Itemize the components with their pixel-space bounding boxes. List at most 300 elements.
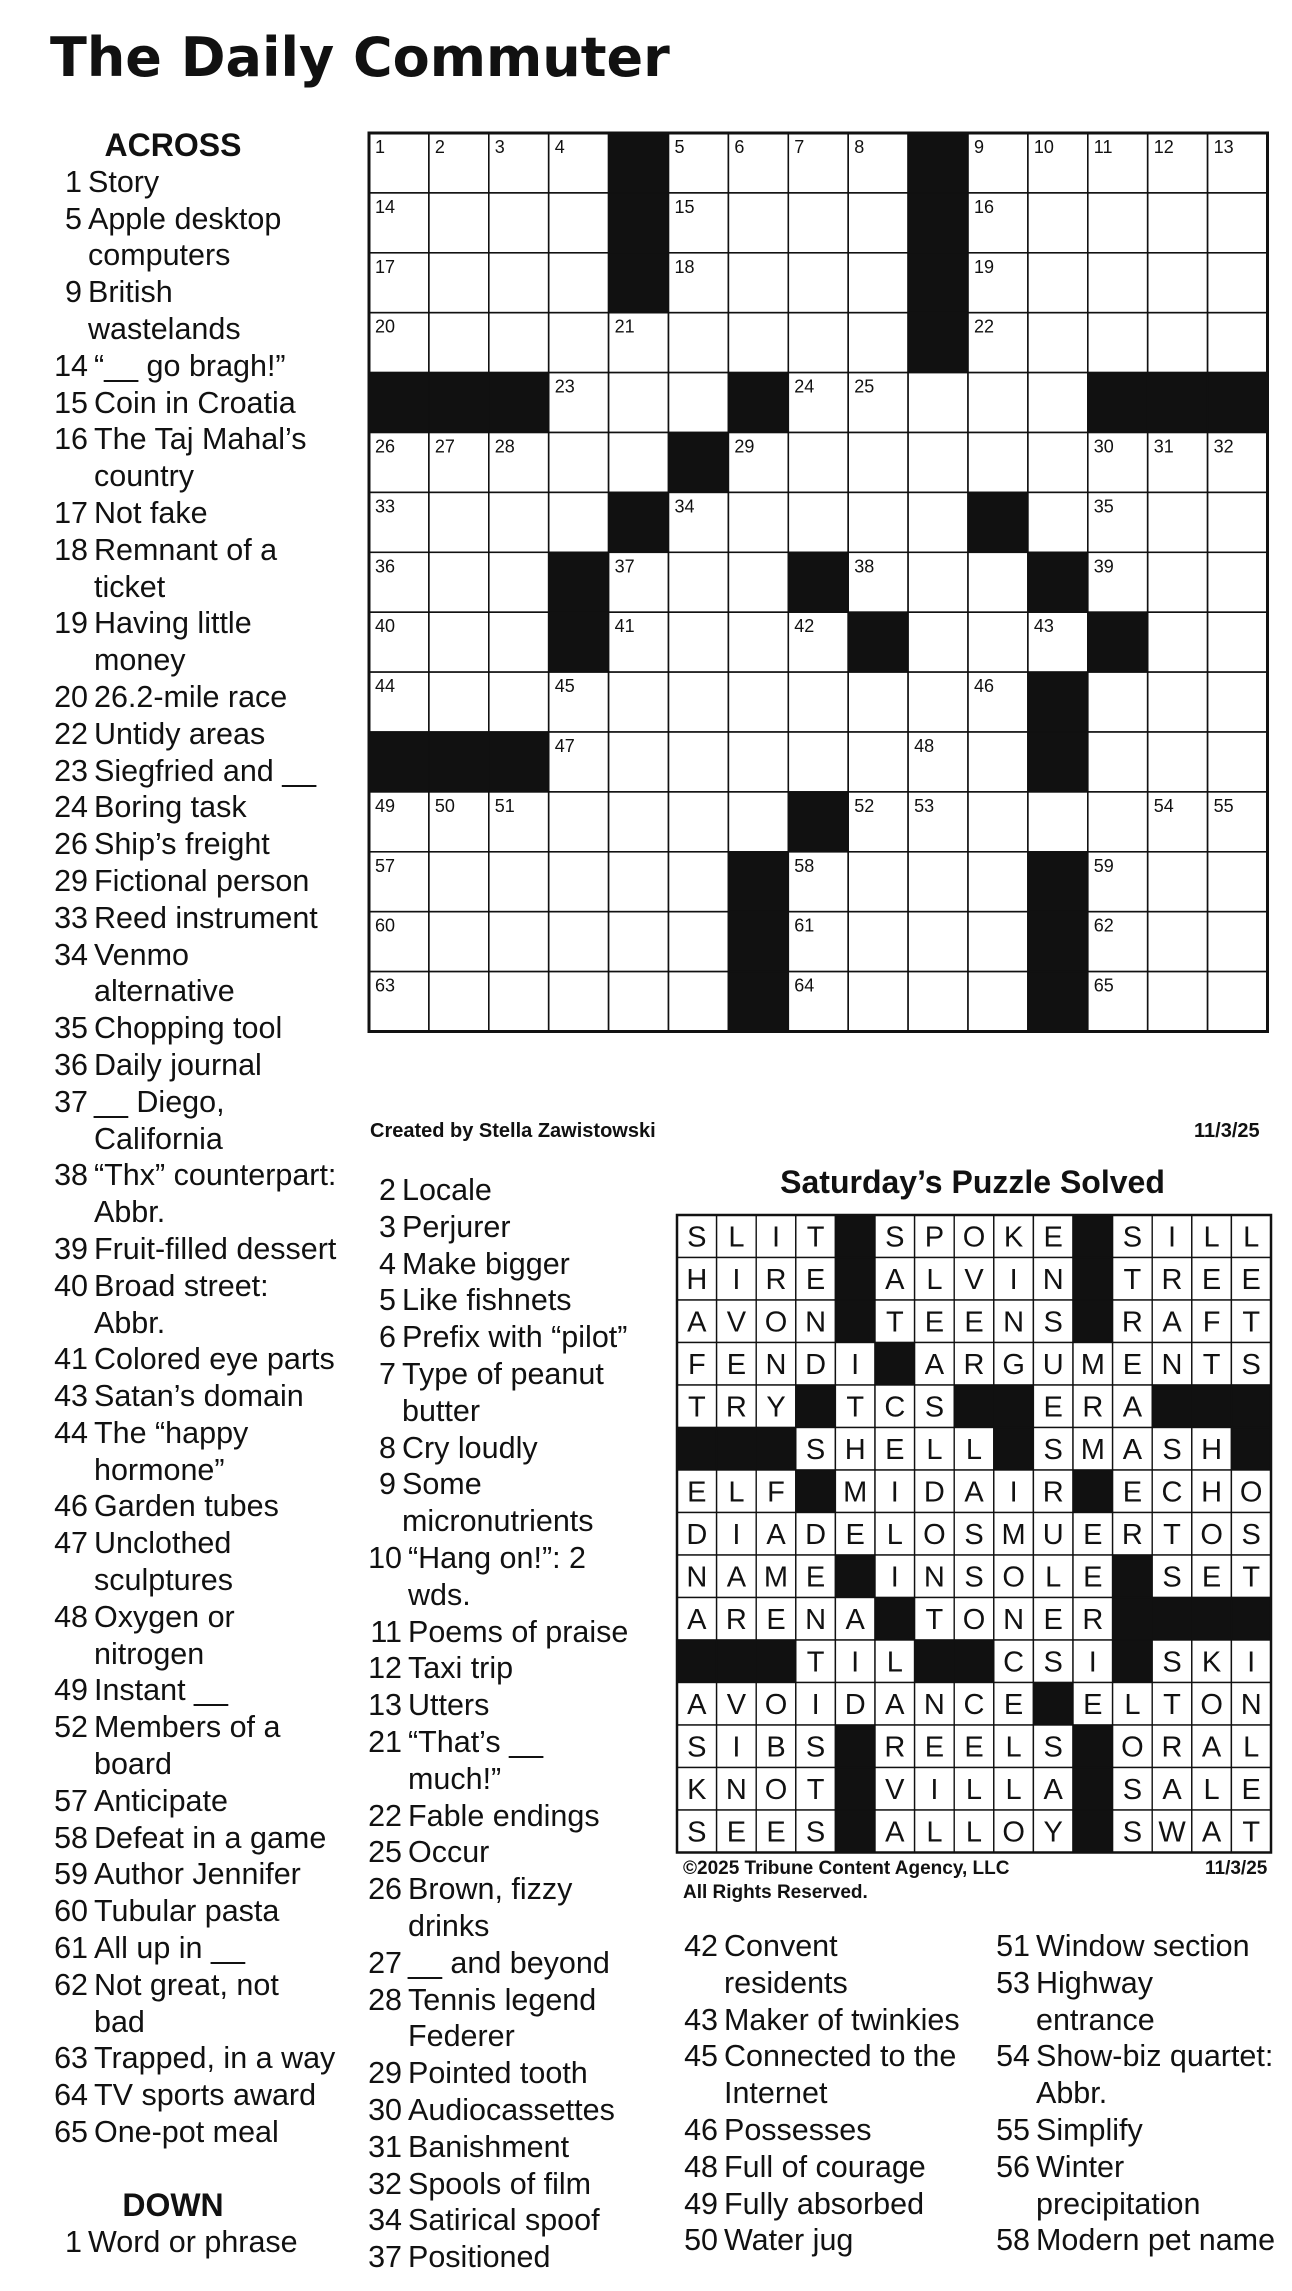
solved-letter: E <box>726 1816 747 1849</box>
solved-letter: A <box>924 1348 945 1381</box>
solved-letter: T <box>1202 1348 1221 1381</box>
clue-down_col2-11 <box>362 1614 662 1651</box>
solved-letter: A <box>1122 1391 1143 1424</box>
clue-down_col2-30 <box>362 2092 662 2129</box>
grid-cell <box>429 912 489 972</box>
clue-number: 4 <box>379 1246 396 1281</box>
solved-letter: N <box>1003 1603 1025 1636</box>
black-square <box>369 732 429 792</box>
solved-letter: A <box>726 1561 747 1594</box>
clue-number: 10 <box>368 1540 402 1575</box>
clue-text: residents <box>724 1965 848 2000</box>
solved-letter: V <box>885 1773 905 1806</box>
black-square <box>549 612 609 672</box>
solved-letter: S <box>805 1816 826 1849</box>
clue-text: Word or phrase <box>88 2224 298 2259</box>
grid-cell <box>1208 972 1268 1032</box>
clue-number: 58 <box>54 1820 88 1855</box>
solved-letter: E <box>1083 1688 1103 1721</box>
grid-cell <box>669 852 729 912</box>
grid-cell <box>1148 852 1208 912</box>
grid-cell <box>1028 193 1088 253</box>
grid-cell <box>1148 672 1208 732</box>
clue-across-38 <box>48 1157 348 1231</box>
clue-down_col1-1 <box>48 2224 348 2261</box>
solved-letter: T <box>1242 1561 1261 1594</box>
down-clues-column-3 <box>678 1928 978 2259</box>
solved-letter: O <box>923 1518 946 1551</box>
solved-letter: N <box>805 1603 827 1636</box>
black-square <box>1028 732 1088 792</box>
solved-letter: I <box>890 1476 899 1509</box>
cell-number: 41 <box>614 616 635 637</box>
grid-cell <box>1028 433 1088 493</box>
cell-number: 61 <box>794 915 815 936</box>
solved-letter: O <box>764 1688 788 1721</box>
clue-number: 27 <box>368 1945 402 1980</box>
clue-text: Unclothed <box>94 1526 232 1561</box>
clue-number: 14 <box>54 348 88 383</box>
clue-across-29 <box>48 863 348 900</box>
clue-text: Highway <box>1036 1965 1153 2000</box>
solved-letter: R <box>725 1391 747 1424</box>
clue-text: Some <box>402 1467 482 1502</box>
solved-black-square <box>835 1810 875 1853</box>
solved-letter: F <box>767 1476 785 1509</box>
clue-text: Chopping tool <box>94 1011 283 1046</box>
grid-cell <box>549 492 609 552</box>
solved-letter: E <box>766 1603 786 1636</box>
clue-down_col4-51 <box>990 1928 1290 1965</box>
clue-text: One-pot meal <box>94 2115 279 2150</box>
grid-cell <box>1088 672 1148 732</box>
cell-number: 42 <box>794 616 815 637</box>
solved-black-square <box>1152 1385 1192 1428</box>
cell-number: 16 <box>974 196 995 217</box>
grid-cell <box>968 792 1028 852</box>
grid-cell <box>1028 792 1088 852</box>
cell-number: 55 <box>1213 795 1234 816</box>
copyright-line-1: ©2025 Tribune Content Agency, LLC <box>683 1858 1010 1879</box>
clue-number: 30 <box>368 2092 402 2127</box>
solved-black-square <box>796 1385 836 1428</box>
solved-letter: H <box>1201 1476 1223 1509</box>
black-square <box>369 373 429 433</box>
grid-cell <box>968 732 1028 792</box>
grid-cell <box>788 433 848 493</box>
clue-text: Garden tubes <box>94 1489 279 1524</box>
grid-cell <box>549 852 609 912</box>
solved-letter: S <box>1162 1433 1182 1466</box>
solved-black-square <box>1073 1470 1113 1513</box>
black-square <box>1028 852 1088 912</box>
clue-text: Make bigger <box>402 1246 570 1281</box>
clue-number: 18 <box>54 532 88 567</box>
clue-across-61 <box>48 1930 348 1967</box>
solved-letter: L <box>1203 1221 1220 1254</box>
grid-cell <box>489 253 549 313</box>
clue-text: TV sports award <box>94 2078 317 2113</box>
grid-cell <box>728 792 788 852</box>
solved-letter: R <box>963 1348 985 1381</box>
black-square <box>609 253 669 313</box>
clue-number: 28 <box>368 1982 402 2017</box>
clue-text: Story <box>88 164 160 199</box>
clue-number: 51 <box>996 1929 1030 1963</box>
grid-cell <box>669 972 729 1032</box>
clue-text: California <box>94 1121 223 1156</box>
clue-number: 44 <box>54 1415 88 1450</box>
solved-letter: S <box>885 1221 905 1254</box>
solved-letter: E <box>885 1433 905 1466</box>
cell-number: 63 <box>375 975 396 996</box>
clue-number: 65 <box>54 2115 88 2150</box>
clue-across-37 <box>48 1084 348 1158</box>
grid-cell <box>1208 672 1268 732</box>
black-square <box>549 552 609 612</box>
grid-cell <box>848 672 908 732</box>
solved-letter: L <box>1124 1688 1141 1721</box>
clue-across-58 <box>48 1820 348 1857</box>
cell-number: 13 <box>1213 137 1234 157</box>
grid-cell <box>1148 612 1208 672</box>
clue-text: Maker of twinkies <box>724 2002 960 2037</box>
clue-across-36 <box>48 1047 348 1084</box>
solved-letter: A <box>964 1476 984 1509</box>
cell-number: 52 <box>854 795 875 816</box>
cell-number: 58 <box>794 855 815 876</box>
clue-number: 20 <box>54 679 88 714</box>
grid-cell <box>848 193 908 253</box>
black-square <box>1088 373 1148 433</box>
solved-letter: E <box>924 1731 945 1764</box>
clue-text: Abbr. <box>1036 2076 1108 2111</box>
solved-letter: L <box>965 1773 983 1806</box>
clue-number: 50 <box>684 2223 718 2258</box>
grid-cell <box>788 492 848 552</box>
solved-letter: E <box>845 1518 865 1551</box>
solved-letter: R <box>1082 1391 1104 1424</box>
clue-down_col2-2 <box>362 1172 662 1209</box>
solved-letter: O <box>764 1306 788 1339</box>
grid-cell <box>908 612 968 672</box>
solved-letter: I <box>811 1688 820 1721</box>
cell-number: 26 <box>375 436 396 457</box>
clue-across-24 <box>48 789 348 826</box>
cell-number: 31 <box>1153 436 1174 457</box>
solved-letter: L <box>1005 1773 1022 1806</box>
clue-text: Full of courage <box>724 2149 926 2184</box>
solved-black-square <box>835 1768 875 1811</box>
clue-text: Possesses <box>724 2112 872 2147</box>
grid-cell <box>848 492 908 552</box>
solved-black-square <box>756 1640 796 1683</box>
solved-letter: O <box>1200 1688 1223 1721</box>
down-clues-column-4 <box>990 1928 1290 2259</box>
clue-number: 11 <box>370 1614 402 1649</box>
clue-number: 8 <box>379 1430 396 1465</box>
black-square <box>429 373 489 433</box>
clue-number: 22 <box>54 716 88 751</box>
solved-letter: L <box>1045 1561 1062 1594</box>
grid-cell <box>848 912 908 972</box>
grid-cell <box>968 612 1028 672</box>
solved-letter: T <box>806 1646 825 1679</box>
solved-letter: Y <box>766 1391 786 1424</box>
solved-black-square <box>1073 1768 1113 1811</box>
solved-black-square <box>875 1598 915 1641</box>
grid-cell <box>1028 373 1088 433</box>
clue-text: 26.2-mile race <box>94 679 288 714</box>
grid-cell <box>489 672 549 732</box>
clue-number: 47 <box>54 1526 88 1561</box>
clue-down_col2-4 <box>362 1246 662 1283</box>
clue-text: “Thx” counterpart: <box>94 1158 337 1193</box>
cell-number: 28 <box>494 436 515 457</box>
cell-number: 57 <box>375 855 396 876</box>
cell-number: 1 <box>375 137 386 157</box>
grid-cell <box>848 313 908 373</box>
cell-number: 64 <box>794 975 815 996</box>
clue-down_col2-5 <box>362 1282 662 1319</box>
clue-text: Internet <box>724 2076 828 2111</box>
clue-across-22 <box>48 716 348 753</box>
clue-down_col2-8 <box>362 1430 662 1467</box>
clue-number: 31 <box>368 2129 402 2164</box>
grid-cell <box>429 313 489 373</box>
solved-black-square <box>756 1428 796 1471</box>
clue-text: Show-biz quartet: <box>1036 2039 1274 2074</box>
solved-letter: S <box>1043 1646 1063 1679</box>
black-square <box>489 373 549 433</box>
grid-cell <box>908 373 968 433</box>
clue-down_col3-42 <box>678 1928 978 2002</box>
cell-number: 40 <box>375 616 396 637</box>
solved-letter: S <box>805 1731 826 1764</box>
solved-letter: A <box>885 1688 905 1721</box>
solved-letter: N <box>1240 1688 1262 1721</box>
black-square <box>1028 672 1088 732</box>
solved-letter: O <box>1121 1731 1144 1764</box>
clue-across-60 <box>48 1893 348 1930</box>
solved-date: 11/3/25 <box>1205 1858 1268 1879</box>
clue-number: 56 <box>996 2149 1030 2184</box>
solved-letter: E <box>924 1306 945 1339</box>
solved-letter: S <box>1241 1518 1261 1551</box>
clue-number: 43 <box>54 1379 88 1414</box>
clue-text: All up in __ <box>94 1931 245 1966</box>
clue-down_col3-43 <box>678 2002 978 2039</box>
clue-text: “That’s __ <box>408 1724 544 1759</box>
clue-text: Taxi trip <box>408 1651 514 1686</box>
solved-letter: M <box>1001 1518 1026 1551</box>
clue-number: 57 <box>54 1783 88 1818</box>
clue-text: Defeat in a game <box>94 1820 327 1855</box>
grid-cell <box>788 193 848 253</box>
solved-black-square <box>1073 1810 1113 1853</box>
cell-number: 23 <box>554 376 575 397</box>
clue-number: 59 <box>54 1857 88 1892</box>
clue-text: British <box>88 275 173 310</box>
cell-number: 43 <box>1033 616 1054 637</box>
grid-cell <box>968 912 1028 972</box>
solved-black-square <box>875 1343 915 1386</box>
clue-down_col2-7 <box>362 1356 662 1430</box>
clue-across-41 <box>48 1341 348 1378</box>
black-square <box>1028 552 1088 612</box>
solved-letter: S <box>924 1391 945 1424</box>
clue-number: 48 <box>54 1599 88 1634</box>
grid-cell <box>1208 852 1268 912</box>
black-square <box>609 492 669 552</box>
cell-number: 62 <box>1093 915 1114 936</box>
clue-number: 3 <box>379 1209 396 1244</box>
solved-letter: L <box>1243 1731 1260 1764</box>
clue-across-20 <box>48 679 348 716</box>
clue-down_col2-9 <box>362 1466 662 1540</box>
clue-number: 45 <box>684 2039 718 2074</box>
clue-text: Spools of film <box>408 2166 592 2201</box>
grid-cell <box>1148 972 1208 1032</box>
clue-across-43 <box>48 1378 348 1415</box>
solved-letter: L <box>728 1476 745 1509</box>
solved-letter: R <box>1161 1263 1183 1296</box>
cell-number: 12 <box>1153 137 1174 157</box>
clue-down_col4-55 <box>990 2112 1290 2149</box>
solved-letter: U <box>1042 1348 1064 1381</box>
clue-number: 1 <box>65 2224 82 2259</box>
grid-cell <box>429 852 489 912</box>
clue-text: Fully absorbed <box>724 2186 925 2221</box>
grid-cell <box>429 612 489 672</box>
solved-letter: A <box>885 1816 905 1849</box>
clue-text: Satirical spoof <box>408 2203 600 2238</box>
solved-letter: L <box>926 1433 943 1466</box>
clue-across-35 <box>48 1010 348 1047</box>
clue-number: 21 <box>368 1724 402 1759</box>
clue-text: sculptures <box>94 1563 234 1598</box>
grid-cell <box>908 492 968 552</box>
grid-cell <box>1148 912 1208 972</box>
grid-cell <box>1088 253 1148 313</box>
clue-text: Abbr. <box>94 1195 166 1230</box>
cell-number: 3 <box>494 137 505 157</box>
solved-letter: T <box>806 1773 825 1806</box>
grid-cell <box>549 912 609 972</box>
clue-text: country <box>94 459 195 494</box>
grid-cell <box>669 732 729 792</box>
grid-cell <box>489 552 549 612</box>
clue-across-52 <box>48 1709 348 1783</box>
solved-letter: H <box>844 1433 866 1466</box>
clue-down_col4-54 <box>990 2038 1290 2112</box>
grid-cell <box>609 433 669 493</box>
cell-number: 50 <box>434 795 455 816</box>
solved-letter: L <box>886 1518 903 1551</box>
clue-down_col2-26 <box>362 1871 662 1945</box>
solved-letter: H <box>686 1263 708 1296</box>
clue-across-17 <box>48 495 348 532</box>
solved-letter: L <box>926 1263 943 1296</box>
clue-number: 37 <box>368 2240 402 2275</box>
grid-cell <box>728 612 788 672</box>
clue-number: 15 <box>54 385 88 420</box>
grid-cell <box>1208 313 1268 373</box>
grid-cell <box>1088 313 1148 373</box>
solved-letter: L <box>1243 1221 1260 1254</box>
solved-black-square <box>835 1300 875 1343</box>
solved-letter: C <box>1003 1646 1025 1679</box>
cell-number: 17 <box>375 256 396 277</box>
puzzle-date: 11/3/25 <box>1194 1120 1260 1142</box>
grid-cell <box>609 732 669 792</box>
solved-letter: I <box>851 1348 860 1381</box>
solved-letter: C <box>1161 1476 1183 1509</box>
clue-text: ticket <box>94 569 166 604</box>
grid-cell <box>728 253 788 313</box>
solved-black-square <box>796 1470 836 1513</box>
puzzle-credit: Created by Stella Zawistowski <box>370 1120 656 1142</box>
clue-down_col2-12 <box>362 1650 662 1687</box>
cell-number: 6 <box>734 137 745 157</box>
solved-black-square <box>994 1428 1034 1471</box>
clue-text: Winter <box>1036 2149 1125 2184</box>
clue-number: 46 <box>684 2112 718 2147</box>
clue-number: 29 <box>54 863 88 898</box>
solved-letter: T <box>1242 1816 1261 1849</box>
clue-number: 60 <box>54 1894 88 1929</box>
clue-text: __ Diego, <box>94 1084 225 1119</box>
solved-letter: E <box>805 1561 826 1594</box>
solved-letter: M <box>1080 1433 1105 1466</box>
solved-letter: D <box>805 1348 827 1381</box>
grid-cell <box>1148 732 1208 792</box>
clue-down_col2-32 <box>362 2166 662 2203</box>
grid-cell <box>908 433 968 493</box>
clue-text: Brown, fizzy <box>408 1872 573 1907</box>
solved-letter: E <box>726 1348 747 1381</box>
clue-text: Colored eye parts <box>94 1342 335 1377</box>
clue-number: 34 <box>368 2203 402 2238</box>
clue-across-9 <box>48 274 348 348</box>
solved-letter: K <box>687 1773 707 1806</box>
solved-letter: I <box>732 1263 741 1296</box>
solved-letter: I <box>732 1518 741 1551</box>
clue-number: 35 <box>54 1011 88 1046</box>
clue-across-18 <box>48 532 348 606</box>
grid-cell <box>848 433 908 493</box>
solved-letter: T <box>1123 1263 1142 1296</box>
clue-number: 63 <box>54 2041 88 2076</box>
grid-cell <box>728 732 788 792</box>
clue-number: 48 <box>684 2149 718 2184</box>
clue-number: 58 <box>996 2223 1030 2258</box>
solved-letter: K <box>1201 1646 1222 1679</box>
clue-text: Daily journal <box>94 1047 262 1082</box>
clue-text: bad <box>94 2004 145 2039</box>
clue-across-49 <box>48 1672 348 1709</box>
clue-down_col2-29 <box>362 2055 662 2092</box>
cell-number: 11 <box>1093 137 1113 157</box>
clue-number: 23 <box>54 753 88 788</box>
solved-letter: B <box>766 1731 786 1764</box>
solved-black-square <box>677 1428 717 1471</box>
clue-number: 7 <box>379 1356 396 1391</box>
grid-cell <box>968 433 1028 493</box>
cell-number: 21 <box>614 316 635 337</box>
solved-letter: S <box>1122 1221 1143 1254</box>
across-clues <box>48 127 348 2260</box>
